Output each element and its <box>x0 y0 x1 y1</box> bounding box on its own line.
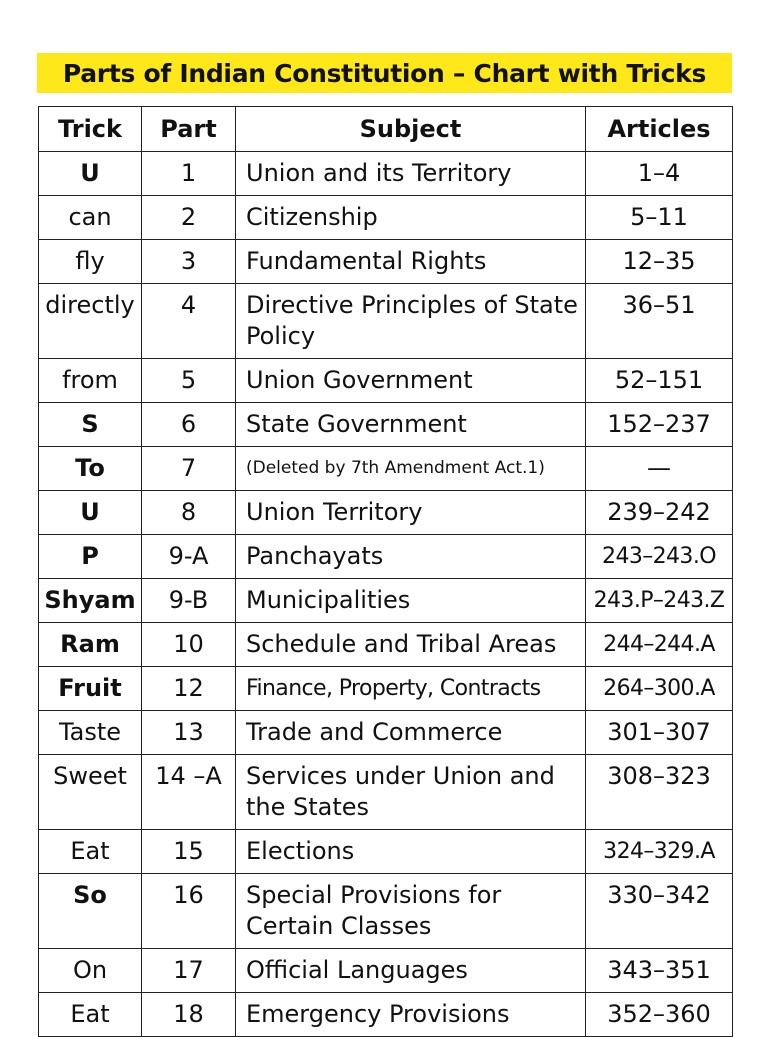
part-cell: 14 –A <box>142 755 236 830</box>
part-cell: 13 <box>142 711 236 755</box>
trick-cell: Ram <box>39 623 142 667</box>
part-cell: 8 <box>142 491 236 535</box>
subject-cell: Union Territory <box>236 491 586 535</box>
trick-cell: directly <box>39 284 142 359</box>
page-title: Parts of Indian Constitution – Chart with Tricks <box>37 53 732 93</box>
table-row <box>39 874 733 949</box>
part-cell: 18 <box>142 993 236 1037</box>
trick-cell: To <box>39 447 142 491</box>
subject-cell: State Government <box>236 403 586 447</box>
part-cell: 17 <box>142 949 236 993</box>
part-cell: 3 <box>142 240 236 284</box>
articles-cell: 36–51 <box>586 284 733 359</box>
table-row <box>39 240 733 284</box>
table-row <box>39 152 733 196</box>
table-row <box>39 535 733 579</box>
articles-cell: 343–351 <box>586 949 733 993</box>
table-row <box>39 491 733 535</box>
articles-cell: 152–237 <box>586 403 733 447</box>
trick-cell: Fruit <box>39 667 142 711</box>
part-cell: 4 <box>142 284 236 359</box>
table-row <box>39 359 733 403</box>
part-cell: 5 <box>142 359 236 403</box>
articles-cell: 1–4 <box>586 152 733 196</box>
header-subject: Subject <box>236 107 586 152</box>
subject-cell: Services under Union and the States <box>236 755 586 830</box>
articles-cell: 12–35 <box>586 240 733 284</box>
articles-cell: 330–342 <box>586 874 733 949</box>
trick-cell: Taste <box>39 711 142 755</box>
articles-cell: 52–151 <box>586 359 733 403</box>
subject-cell: Union and its Territory <box>236 152 586 196</box>
articles-cell: 308–323 <box>586 755 733 830</box>
articles-cell: 244–244.A <box>586 623 733 667</box>
trick-cell: from <box>39 359 142 403</box>
part-cell: 10 <box>142 623 236 667</box>
table-row <box>39 196 733 240</box>
table-row <box>39 949 733 993</box>
trick-cell: Eat <box>39 830 142 874</box>
subject-cell: Panchayats <box>236 535 586 579</box>
header-articles: Articles <box>586 107 733 152</box>
header-part: Part <box>142 107 236 152</box>
header-trick: Trick <box>39 107 142 152</box>
part-cell: 9-B <box>142 579 236 623</box>
table-row <box>39 284 733 359</box>
subject-cell: Special Provisions for Certain Classes <box>236 874 586 949</box>
trick-cell: Eat <box>39 993 142 1037</box>
articles-cell: 324–329.A <box>586 830 733 874</box>
subject-cell: Trade and Commerce <box>236 711 586 755</box>
part-cell: 9-A <box>142 535 236 579</box>
subject-cell: (Deleted by 7th Amendment Act.1) <box>236 447 586 491</box>
articles-cell: 264–300.A <box>586 667 733 711</box>
trick-cell: Shyam <box>39 579 142 623</box>
trick-cell: On <box>39 949 142 993</box>
table-row <box>39 755 733 830</box>
articles-cell: 352–360 <box>586 993 733 1037</box>
table-row <box>39 447 733 491</box>
subject-cell: Official Languages <box>236 949 586 993</box>
articles-cell: 301–307 <box>586 711 733 755</box>
articles-cell: 243–243.O <box>586 535 733 579</box>
articles-cell: 239–242 <box>586 491 733 535</box>
table-row <box>39 993 733 1037</box>
trick-cell: So <box>39 874 142 949</box>
trick-cell: U <box>39 491 142 535</box>
part-cell: 7 <box>142 447 236 491</box>
part-cell: 2 <box>142 196 236 240</box>
table-row <box>39 579 733 623</box>
trick-cell: S <box>39 403 142 447</box>
trick-cell: Sweet <box>39 755 142 830</box>
articles-cell: 243.P–243.Z <box>586 579 733 623</box>
part-cell: 16 <box>142 874 236 949</box>
table-header-row <box>39 107 733 152</box>
subject-cell: Schedule and Tribal Areas <box>236 623 586 667</box>
part-cell: 1 <box>142 152 236 196</box>
articles-cell: — <box>586 447 733 491</box>
trick-cell: P <box>39 535 142 579</box>
table-row <box>39 711 733 755</box>
trick-cell: fly <box>39 240 142 284</box>
subject-cell: Fundamental Rights <box>236 240 586 284</box>
subject-cell: Emergency Provisions <box>236 993 586 1037</box>
subject-cell: Municipalities <box>236 579 586 623</box>
part-cell: 6 <box>142 403 236 447</box>
constitution-table <box>38 106 733 1037</box>
subject-cell: Finance, Property, Contracts <box>236 667 586 711</box>
table-row <box>39 403 733 447</box>
trick-cell: U <box>39 152 142 196</box>
subject-cell: Directive Principles of State Policy <box>236 284 586 359</box>
table-row <box>39 623 733 667</box>
subject-cell: Elections <box>236 830 586 874</box>
table-row <box>39 830 733 874</box>
table-row <box>39 667 733 711</box>
subject-cell: Citizenship <box>236 196 586 240</box>
part-cell: 15 <box>142 830 236 874</box>
part-cell: 12 <box>142 667 236 711</box>
subject-cell: Union Government <box>236 359 586 403</box>
articles-cell: 5–11 <box>586 196 733 240</box>
trick-cell: can <box>39 196 142 240</box>
